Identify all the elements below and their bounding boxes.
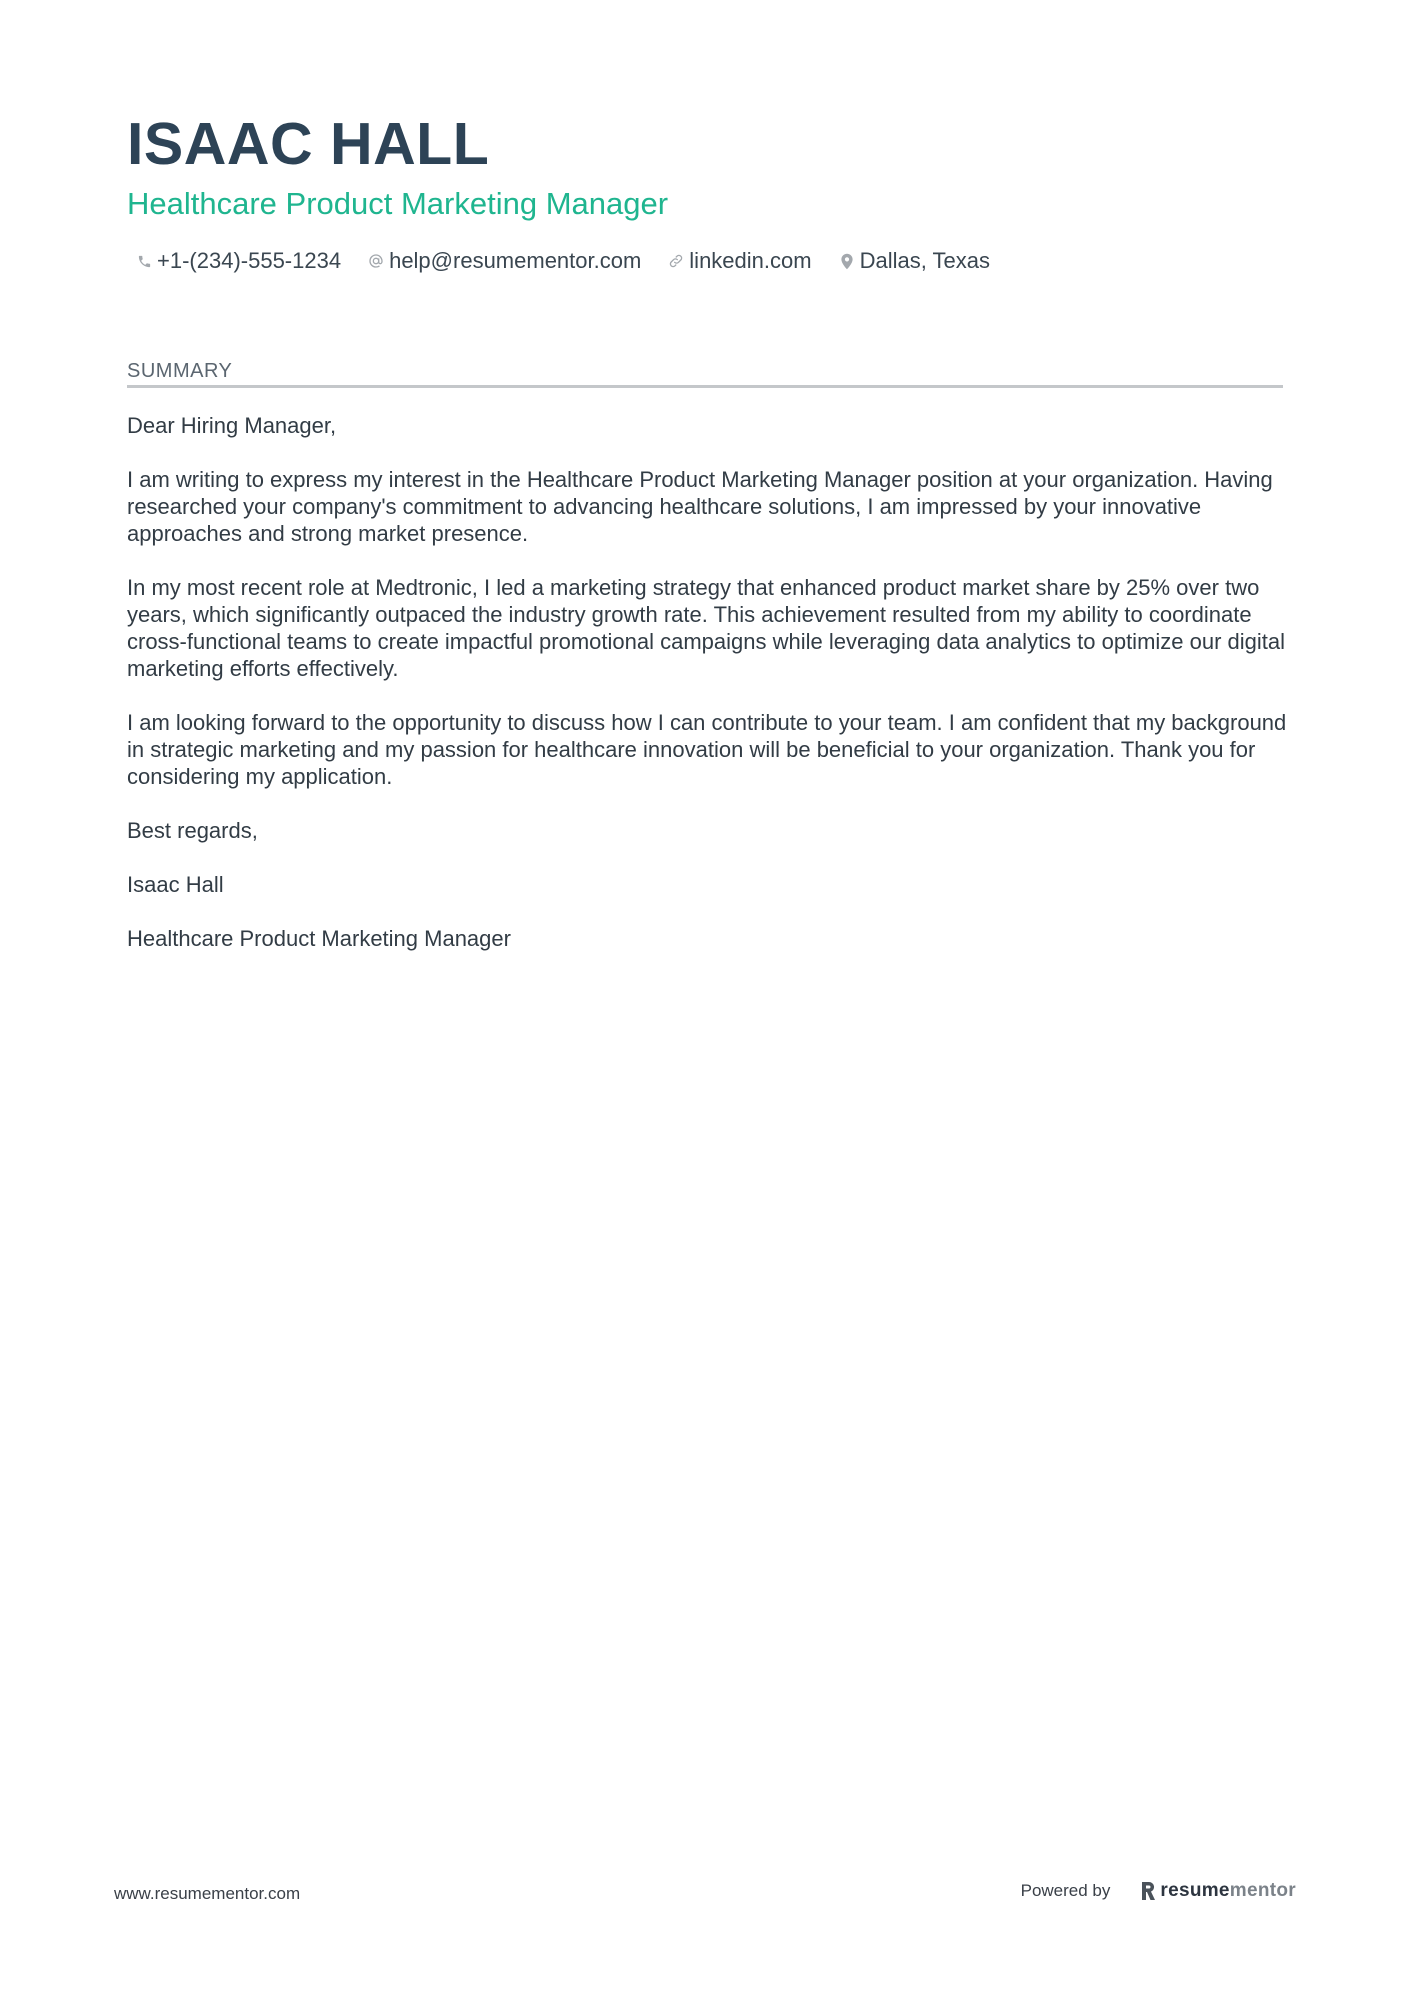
contact-email[interactable] [367, 248, 641, 274]
footer-website[interactable]: www.resumementor.com [114, 1884, 301, 1903]
summary-heading: SUMMARY [127, 360, 233, 382]
powered-by-label: Powered by [1020, 1881, 1111, 1900]
brand-text-mentor: mentor [1229, 1880, 1296, 1901]
letter-body [127, 412, 1287, 979]
summary-divider [127, 385, 1283, 388]
brand-logo[interactable] [1140, 1880, 1296, 1902]
contact-location [838, 248, 990, 274]
contact-linkedin-text: linkedin.com [689, 248, 812, 273]
contact-location-text: Dallas, Texas [859, 248, 991, 273]
contact-bar [135, 244, 1016, 278]
contact-email-text: help@resumementor.com [389, 248, 642, 273]
contact-linkedin[interactable] [667, 248, 811, 274]
candidate-title: Healthcare Product Marketing Manager [127, 186, 669, 221]
letter-paragraph-closing: I am looking forward to the opportunity to discuss how I can contribute to your team. I am confident that my background in strategic marketing and my passion for healthcare innovation will be beneficial to your organization. Thank you for considering my application. [127, 710, 1287, 789]
at-icon [367, 252, 385, 270]
letter-paragraph-intro: I am writing to express my interest in the Healthcare Product Marketing Manager position at your organization. Having researched your company's commitment to advancing healthcare solutions, I am impressed by your innovative approaches and strong market presence. [127, 467, 1273, 546]
contact-phone [135, 248, 341, 274]
letter-paragraph-experience: In my most recent role at Medtronic, I led a marketing strategy that enhanced product market share by 25% over two years, which significantly outpaced the industry growth rate. This achievement resulted from my ability to coordinate cross-functional teams to create impactful promotional campaigns while leveraging data analytics to optimize our digital marketing efforts effectively. [127, 575, 1286, 681]
candidate-name: ISAAC HALL [127, 111, 490, 177]
letter-signature-title: Healthcare Product Marketing Manager [127, 926, 511, 951]
letter-signature-name: Isaac Hall [127, 872, 224, 897]
letter-signoff: Best regards, [127, 818, 258, 843]
letter-salutation: Dear Hiring Manager, [127, 413, 337, 438]
phone-icon [135, 252, 153, 270]
resumementor-logo-icon [1140, 1881, 1156, 1901]
footer-branding [1021, 1880, 1296, 1902]
link-icon [667, 252, 685, 270]
brand-text-resume: resume [1160, 1880, 1230, 1901]
contact-phone-text: +1-(234)-555-1234 [157, 248, 342, 273]
location-pin-icon [838, 252, 856, 270]
